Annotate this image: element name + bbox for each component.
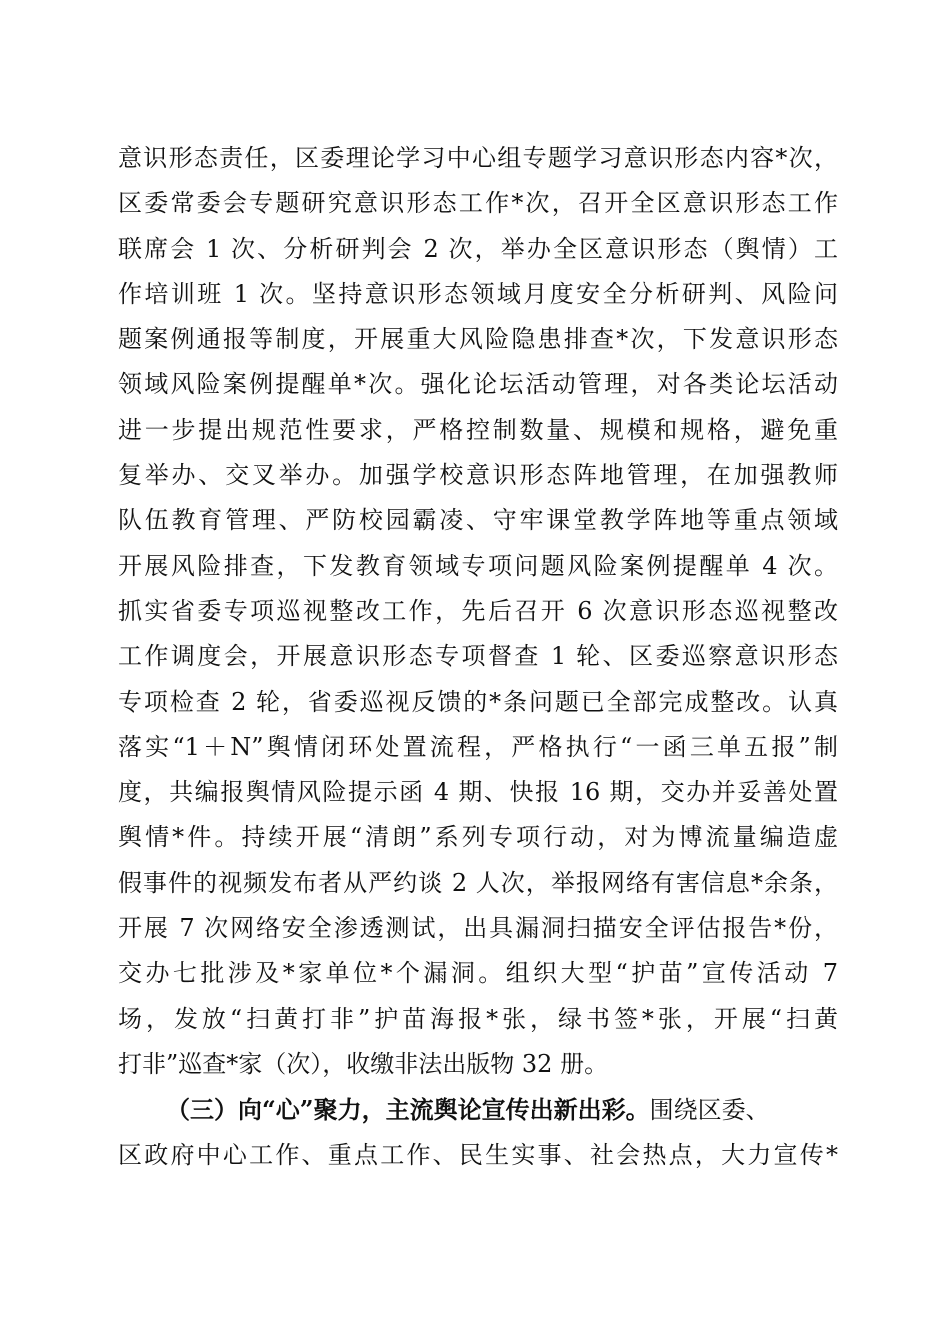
- text-line: 复举办、交叉举办。加强学校意识形态阵地管理，在加强教师: [118, 461, 838, 490]
- body-text: [118, 136, 838, 1178]
- text-line: 抓实省委专项巡视整改工作，先后召开 6 次意识形态巡视整改: [118, 596, 838, 625]
- text-line: 联席会 1 次、分析研判会 2 次，举办全区意识形态（舆情）工: [118, 234, 838, 263]
- text-line: 舆情*件。持续开展“清朗”系列专项行动，对为博流量编造虚: [118, 823, 838, 852]
- section-heading: （三）向“心”聚力，主流舆论宣传出新出彩。: [166, 1095, 650, 1125]
- text-line: 落实“1＋N”舆情闭环处置流程，严格执行“一函三单五报”制: [118, 732, 838, 761]
- section-heading-line: [118, 1087, 838, 1132]
- text-line: 假事件的视频发布者从严约谈 2 人次，举报网络有害信息*余条，: [118, 868, 838, 897]
- text-line: 领域风险案例提醒单*次。强化论坛活动管理，对各类论坛活动: [118, 370, 838, 399]
- text-line: 区委常委会专题研究意识形态工作*次，召开全区意识形态工作: [118, 189, 838, 218]
- text-line: 作培训班 1 次。坚持意识形态领域月度安全分析研判、风险问: [118, 279, 838, 308]
- text-line: 场，发放“扫黄打非”护苗海报*张，绿书签*张，开展“扫黄: [118, 1004, 838, 1033]
- text-line: 队伍教育管理、严防校园霸凌、守牢课堂教学阵地等重点领域: [118, 506, 838, 535]
- text-line: 区政府中心工作、重点工作、民生实事、社会热点，大力宣传*: [118, 1140, 838, 1169]
- text-line: 工作调度会，开展意识形态专项督查 1 轮、区委巡察意识形态: [118, 642, 838, 671]
- text-line: 打非”巡查*家（次），收缴非法出版物 32 册。: [118, 1049, 609, 1078]
- text-line: 意识形态责任，区委理论学习中心组专题学习意识形态内容*次，: [118, 144, 838, 172]
- text-line: 交办七批涉及*家单位*个漏洞。组织大型“护苗”宣传活动 7: [118, 959, 838, 988]
- text-line: 度，共编报舆情风险提示函 4 期、快报 16 期，交办并妥善处置: [118, 778, 838, 807]
- text-line: 专项检查 2 轮，省委巡视反馈的*条问题已全部完成整改。认真: [118, 687, 838, 716]
- text-line: 题案例通报等制度，开展重大风险隐患排查*次，下发意识形态: [118, 325, 838, 354]
- section-heading-tail: 围绕区委、: [649, 1096, 770, 1125]
- text-line: 开展 7 次网络安全渗透测试，出具漏洞扫描安全评估报告*份，: [118, 914, 838, 943]
- text-line: 进一步提出规范性要求，严格控制数量、规模和规格，避免重: [118, 415, 838, 444]
- text-line: 开展风险排查，下发教育领域专项问题风险案例提醒单 4 次。: [118, 551, 838, 580]
